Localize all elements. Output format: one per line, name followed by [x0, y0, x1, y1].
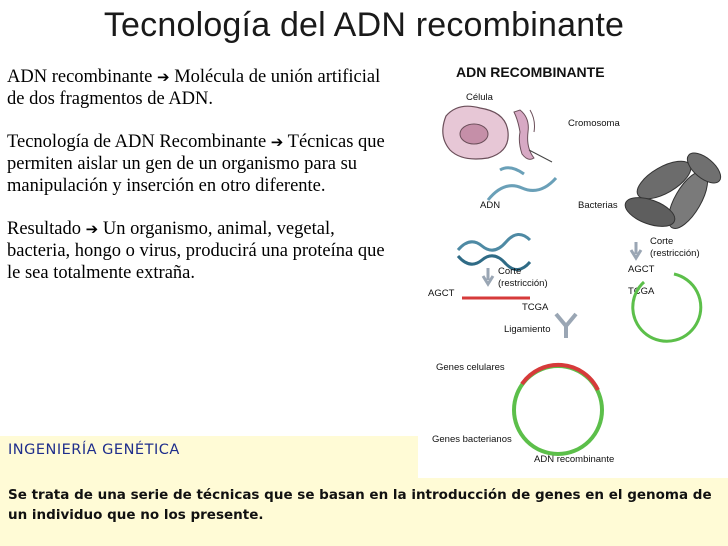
chromosome-icon [514, 110, 535, 159]
slide-title: Tecnología del ADN recombinante [103, 6, 625, 44]
definitions-text [7, 66, 399, 305]
diagram-title: ADN RECOMBINANTE [456, 64, 605, 80]
definition-body: Molécula de unión artificial de dos fragmentos de ADN. [7, 67, 381, 109]
label-corte-right: Corte [650, 236, 674, 247]
label-genes-celulares: Genes celulares [436, 362, 505, 373]
label-adn-recombinante: ADN recombinante [534, 454, 615, 465]
label-corte-left: Corte [498, 266, 522, 277]
arrow-down-icon [483, 268, 493, 284]
label-tcga-right: TCGA [628, 286, 655, 297]
term-label: Tecnología de ADN Recombinante [7, 132, 267, 152]
bacteria-icon [621, 147, 725, 234]
label-agct-right: AGCT [628, 264, 655, 275]
dna-helix-icon [458, 168, 556, 270]
label-genes-bacterianos: Genes bacterianos [432, 434, 512, 445]
inserted-gene-arc [522, 365, 598, 390]
definition-body: Un organismo, animal, vegetal, bacteria, hongo o virus, producirá una proteína que le sea totalmente extraña. [7, 219, 385, 283]
recombinant-dna-diagram [418, 50, 728, 478]
definition-adn-recombinante [7, 66, 399, 110]
definition-tecnologia [7, 131, 399, 197]
ingenieria-heading: INGENIERÍA GENÉTICA [8, 442, 180, 458]
definition-resultado [7, 218, 399, 284]
cell-icon [443, 106, 508, 159]
label-celula: Célula [466, 92, 493, 103]
term-label: ADN recombinante [7, 67, 153, 87]
arrow-right-icon: ➔ [157, 68, 170, 86]
label-restriccion-left: (restricción) [498, 278, 548, 289]
definition-body: Técnicas que permiten aislar un gen de un organismo para su manipulación y inserción en otro diferente. [7, 132, 385, 196]
label-ligamiento: Ligamiento [504, 324, 551, 335]
label-tcga-left: TCGA [522, 302, 549, 313]
ingenieria-definition: Se trata de una serie de técnicas que se basan en la introducción de genes en el genoma de un individuo que no los presente. [8, 487, 712, 523]
ligation-arrow-icon [556, 314, 576, 338]
plasmid-open [633, 274, 701, 341]
label-agct-left: AGCT [428, 288, 455, 299]
label-adn: ADN [480, 200, 501, 211]
label-cromosoma: Cromosoma [568, 118, 620, 129]
label-bacterias: Bacterias [578, 200, 618, 211]
label-restriccion-right: (restricción) [650, 248, 700, 259]
arrow-down-icon [631, 242, 641, 258]
arrow-right-icon: ➔ [85, 220, 99, 238]
term-label: Resultado [7, 219, 81, 239]
diagram-svg [418, 50, 728, 478]
arrow-right-icon: ➔ [270, 133, 284, 151]
